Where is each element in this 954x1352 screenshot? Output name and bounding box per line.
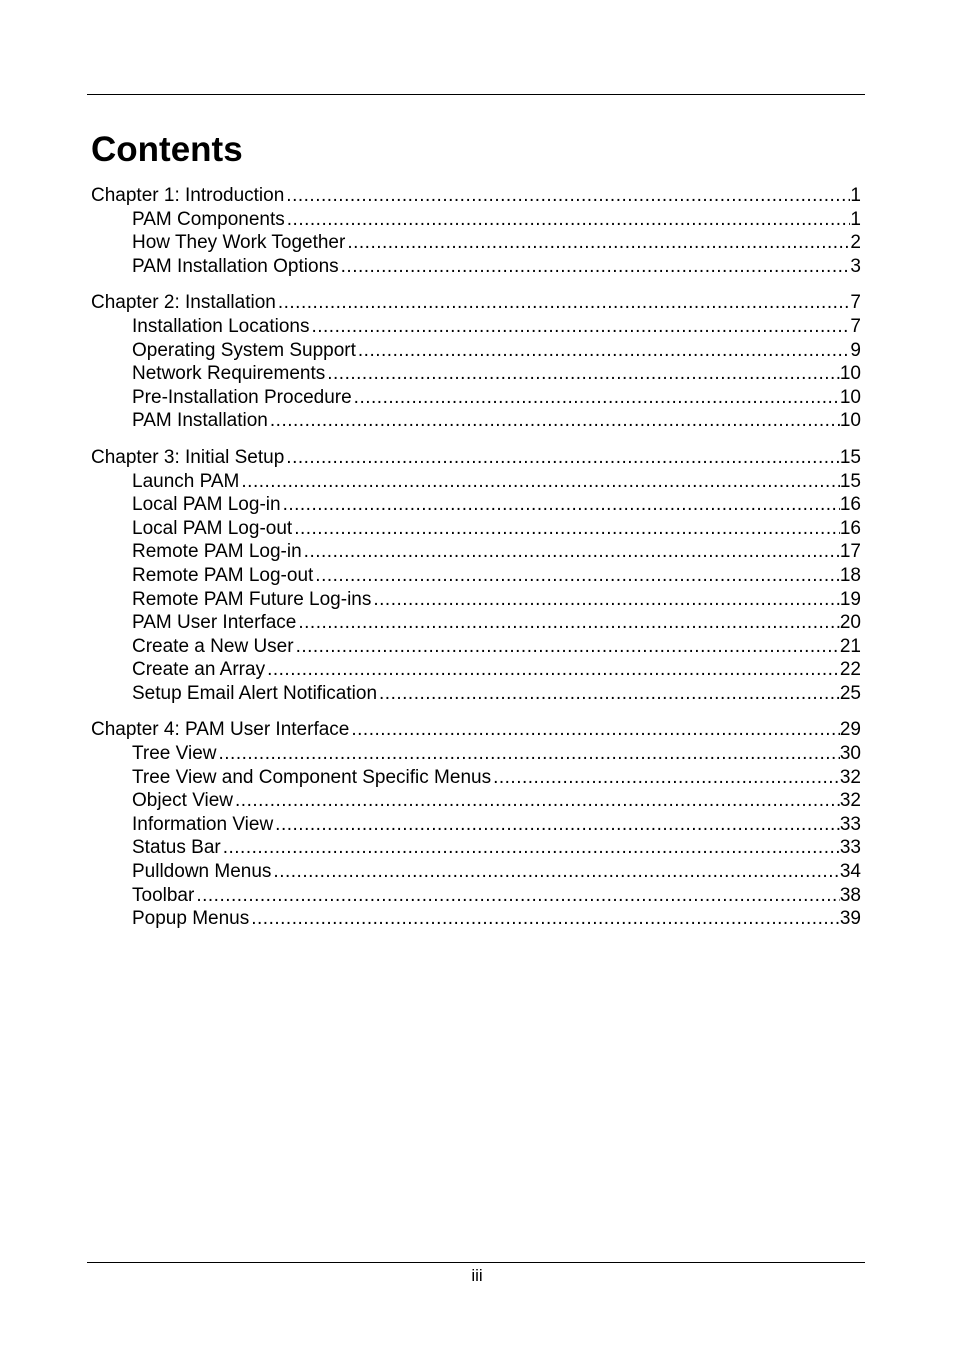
toc-section-entry[interactable]	[91, 588, 861, 612]
page-title: Contents	[91, 130, 243, 169]
toc-entry-page: 22	[839, 659, 861, 681]
toc-entry-page: 10	[839, 363, 861, 385]
toc-entry-title: Status Bar	[132, 837, 221, 859]
toc-entry-page: 15	[839, 446, 861, 468]
dot-leader	[273, 813, 840, 837]
toc-chapter	[91, 291, 861, 433]
toc-chapter	[91, 718, 861, 930]
toc-section-entry[interactable]	[91, 470, 861, 494]
toc-section-entry[interactable]	[91, 813, 861, 837]
toc-entry-page: 29	[839, 719, 861, 741]
toc-section-entry[interactable]	[91, 658, 861, 682]
toc-entry-title: Popup Menus	[132, 908, 250, 930]
toc-section-entry[interactable]	[91, 208, 861, 232]
dot-leader	[339, 255, 851, 279]
toc-entry-title: Installation Locations	[132, 315, 310, 337]
table-of-contents	[91, 184, 861, 944]
toc-entry-title: Tree View and Component Specific Menus	[132, 766, 492, 788]
toc-entry-title: Remote PAM Future Log-ins	[132, 588, 372, 610]
dot-leader	[221, 836, 840, 860]
toc-entry-title: Chapter 1: Introduction	[91, 185, 285, 206]
toc-entry-page: 17	[839, 541, 861, 563]
toc-entry-page: 20	[839, 612, 861, 634]
toc-entry-title: Information View	[132, 813, 274, 835]
toc-entry-page: 1	[850, 208, 861, 230]
dot-leader	[345, 231, 850, 255]
toc-entry-title: Operating System Support	[132, 339, 356, 361]
dot-leader	[281, 493, 840, 517]
toc-section-entry[interactable]	[91, 386, 861, 410]
toc-entry-page: 19	[839, 588, 861, 610]
dot-leader	[271, 860, 839, 884]
toc-entry-page: 10	[839, 386, 861, 408]
toc-entry-title: PAM Installation	[132, 410, 268, 432]
toc-chapter-entry[interactable]	[91, 446, 861, 470]
toc-section-entry[interactable]	[91, 493, 861, 517]
dot-leader	[296, 611, 839, 635]
toc-section-entry[interactable]	[91, 564, 861, 588]
toc-section-entry[interactable]	[91, 517, 861, 541]
toc-section-entry[interactable]	[91, 339, 861, 363]
dot-leader	[294, 635, 840, 659]
toc-entry-title: Setup Email Alert Notification	[132, 682, 378, 704]
toc-entry-title: Remote PAM Log-in	[132, 541, 302, 563]
toc-entry-title: Network Requirements	[132, 363, 326, 385]
toc-chapter-entry[interactable]	[91, 184, 861, 208]
toc-entry-title: Create an Array	[132, 659, 266, 681]
toc-entry-title: Tree View	[132, 743, 217, 765]
toc-entry-title: Object View	[132, 790, 234, 812]
toc-entry-title: Pre-Installation Procedure	[132, 386, 352, 408]
toc-section-entry[interactable]	[91, 789, 861, 813]
dot-leader	[302, 540, 840, 564]
toc-entry-title: Create a New User	[132, 635, 294, 657]
dot-leader	[292, 517, 840, 541]
footer-rule	[87, 1262, 865, 1263]
toc-entry-title: Chapter 3: Initial Setup	[91, 446, 285, 468]
dot-leader	[216, 742, 839, 766]
dot-leader	[371, 588, 840, 612]
toc-section-entry[interactable]	[91, 860, 861, 884]
toc-entry-page: 7	[850, 292, 861, 314]
dot-leader	[284, 446, 840, 470]
toc-section-entry[interactable]	[91, 836, 861, 860]
dot-leader	[356, 339, 851, 363]
toc-entry-title: Launch PAM	[132, 470, 240, 492]
toc-section-entry[interactable]	[91, 682, 861, 706]
toc-chapter	[91, 184, 861, 278]
toc-entry-page: 16	[839, 494, 861, 516]
dot-leader	[377, 682, 840, 706]
toc-chapter-entry[interactable]	[91, 718, 861, 742]
dot-leader	[352, 386, 840, 410]
dot-leader	[284, 184, 850, 208]
toc-entry-title: PAM User Interface	[132, 612, 297, 634]
header-rule	[87, 94, 865, 95]
dot-leader	[313, 564, 840, 588]
toc-entry-page: 1	[850, 185, 861, 206]
dot-leader	[265, 658, 840, 682]
toc-chapter-entry[interactable]	[91, 291, 861, 315]
toc-entry-page: 25	[839, 682, 861, 704]
toc-entry-title: Chapter 2: Installation	[91, 292, 276, 314]
dot-leader	[349, 718, 839, 742]
toc-entry-page: 34	[839, 861, 861, 883]
toc-section-entry[interactable]	[91, 409, 861, 433]
toc-section-entry[interactable]	[91, 907, 861, 931]
toc-entry-title: PAM Installation Options	[132, 255, 339, 277]
toc-section-entry[interactable]	[91, 540, 861, 564]
toc-entry-title: PAM Components	[132, 208, 285, 230]
page-number: iii	[471, 1266, 483, 1285]
dot-leader	[491, 766, 840, 790]
toc-section-entry[interactable]	[91, 362, 861, 386]
toc-entry-title: Local PAM Log-out	[132, 517, 293, 539]
toc-entry-page: 7	[850, 315, 861, 337]
toc-entry-title: Remote PAM Log-out	[132, 564, 314, 586]
dot-leader	[239, 470, 839, 494]
toc-section-entry[interactable]	[91, 611, 861, 635]
toc-entry-page: 18	[839, 564, 861, 586]
toc-section-entry[interactable]	[91, 742, 861, 766]
dot-leader	[194, 884, 840, 908]
dot-leader	[325, 362, 840, 386]
toc-entry-page: 21	[839, 635, 861, 657]
dot-leader	[309, 315, 850, 339]
toc-entry-page: 30	[839, 743, 861, 765]
toc-entry-title: Toolbar	[132, 884, 195, 906]
toc-entry-page: 2	[850, 232, 861, 254]
toc-section-entry[interactable]	[91, 255, 861, 279]
toc-section-entry[interactable]	[91, 635, 861, 659]
dot-leader	[233, 789, 840, 813]
toc-entry-title: Pulldown Menus	[132, 861, 272, 883]
toc-entry-page: 32	[839, 766, 861, 788]
toc-entry-page: 38	[839, 884, 861, 906]
toc-section-entry[interactable]	[91, 884, 861, 908]
dot-leader	[249, 907, 840, 931]
toc-section-entry[interactable]	[91, 315, 861, 339]
toc-entry-page: 9	[850, 339, 861, 361]
toc-chapter	[91, 446, 861, 706]
toc-entry-title: Chapter 4: PAM User Interface	[91, 719, 350, 741]
dot-leader	[268, 409, 840, 433]
toc-entry-page: 15	[839, 470, 861, 492]
toc-entry-title: Local PAM Log-in	[132, 494, 281, 516]
toc-entry-title: How They Work Together	[132, 232, 346, 254]
dot-leader	[276, 291, 851, 315]
toc-section-entry[interactable]	[91, 231, 861, 255]
toc-entry-page: 33	[839, 813, 861, 835]
toc-entry-page: 3	[850, 255, 861, 277]
dot-leader	[285, 208, 851, 232]
toc-entry-page: 33	[839, 837, 861, 859]
toc-entry-page: 39	[839, 908, 861, 930]
toc-entry-page: 10	[839, 410, 861, 432]
toc-entry-page: 16	[839, 517, 861, 539]
toc-entry-page: 32	[839, 790, 861, 812]
toc-section-entry[interactable]	[91, 766, 861, 790]
